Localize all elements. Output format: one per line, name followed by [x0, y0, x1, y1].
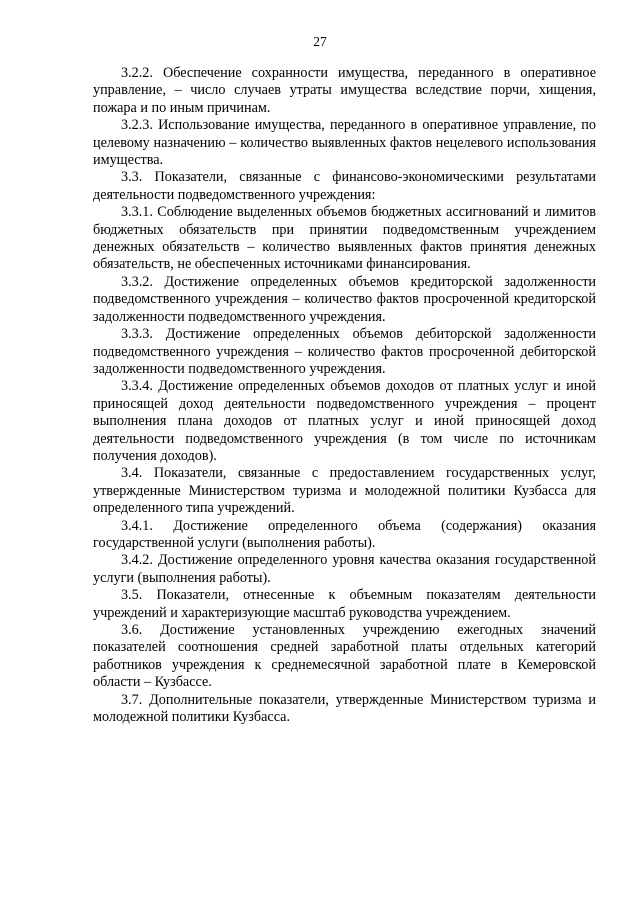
paragraph-3-2-2: 3.2.2. Обеспечение сохранности имущества, переданного в оперативное управление, – число случаев утраты имущества вследствие порчи, хищения, пожара и по иным причинам.	[93, 65, 596, 116]
paragraph-3-5: 3.5. Показатели, отнесенные к объемным показателям деятельности учреждений и характеризующие масштаб руководства учреждением.	[93, 587, 596, 621]
paragraph-3-3-4: 3.3.4. Достижение определенных объемов доходов от платных услуг и иной приносящей доход деятельности подведомственного учреждения – процент выполнения плана доходов от платных услуг и иной приносящей доход деятельности подведомственного учреждения (в том числе по источникам получения доходов).	[93, 378, 596, 464]
paragraph-3-6: 3.6. Достижение установленных учреждению ежегодных значений показателей соотношения средней заработной платы отдельных категорий работников учреждения к среднемесячной заработной плате в Кемеровской области – Кузбассе.	[93, 622, 596, 691]
paragraph-3-2-3: 3.2.3. Использование имущества, переданного в оперативное управление, по целевому назначению – количество выявленных фактов нецелевого использования имущества.	[93, 117, 596, 169]
paragraph-3-3: 3.3. Показатели, связанные с финансово-экономическими результатами деятельности подведомственного учреждения:	[93, 169, 596, 203]
paragraph-3-3-1: 3.3.1. Соблюдение выделенных объемов бюджетных ассигнований и лимитов бюджетных обязательств при принятии подведомственным учреждением денежных обязательств – количество выявленных фактов принятия денежных обязательств, не обеспеченных источниками финансирования.	[93, 204, 596, 273]
paragraph-3-3-2: 3.3.2. Достижение определенных объемов кредиторской задолженности подведомственного учреждения – количество фактов просроченной кредиторской задолженности подведомственного учреждения.	[93, 273, 596, 325]
document-body	[93, 65, 596, 726]
page-number: 27	[313, 34, 327, 49]
paragraph-3-4: 3.4. Показатели, связанные с предоставлением государственных услуг, утвержденные Министерством туризма и молодежной политики Кузбасса для определенного типа учреждений.	[93, 465, 596, 517]
paragraph-3-4-2: 3.4.2. Достижение определенного уровня качества оказания государственной услуги (выполнения работы).	[93, 552, 596, 586]
paragraph-3-4-1: 3.4.1. Достижение определенного объема (содержания) оказания государственной услуги (выполнения работы).	[93, 517, 596, 551]
paragraph-3-7: 3.7. Дополнительные показатели, утвержденные Министерством туризма и молодежной политики Кузбасса.	[93, 691, 596, 726]
paragraph-3-3-3: 3.3.3. Достижение определенных объемов дебиторской задолженности подведомственного учреждения – количество фактов просроченной дебиторской задолженности подведомственного учреждения.	[93, 326, 596, 377]
